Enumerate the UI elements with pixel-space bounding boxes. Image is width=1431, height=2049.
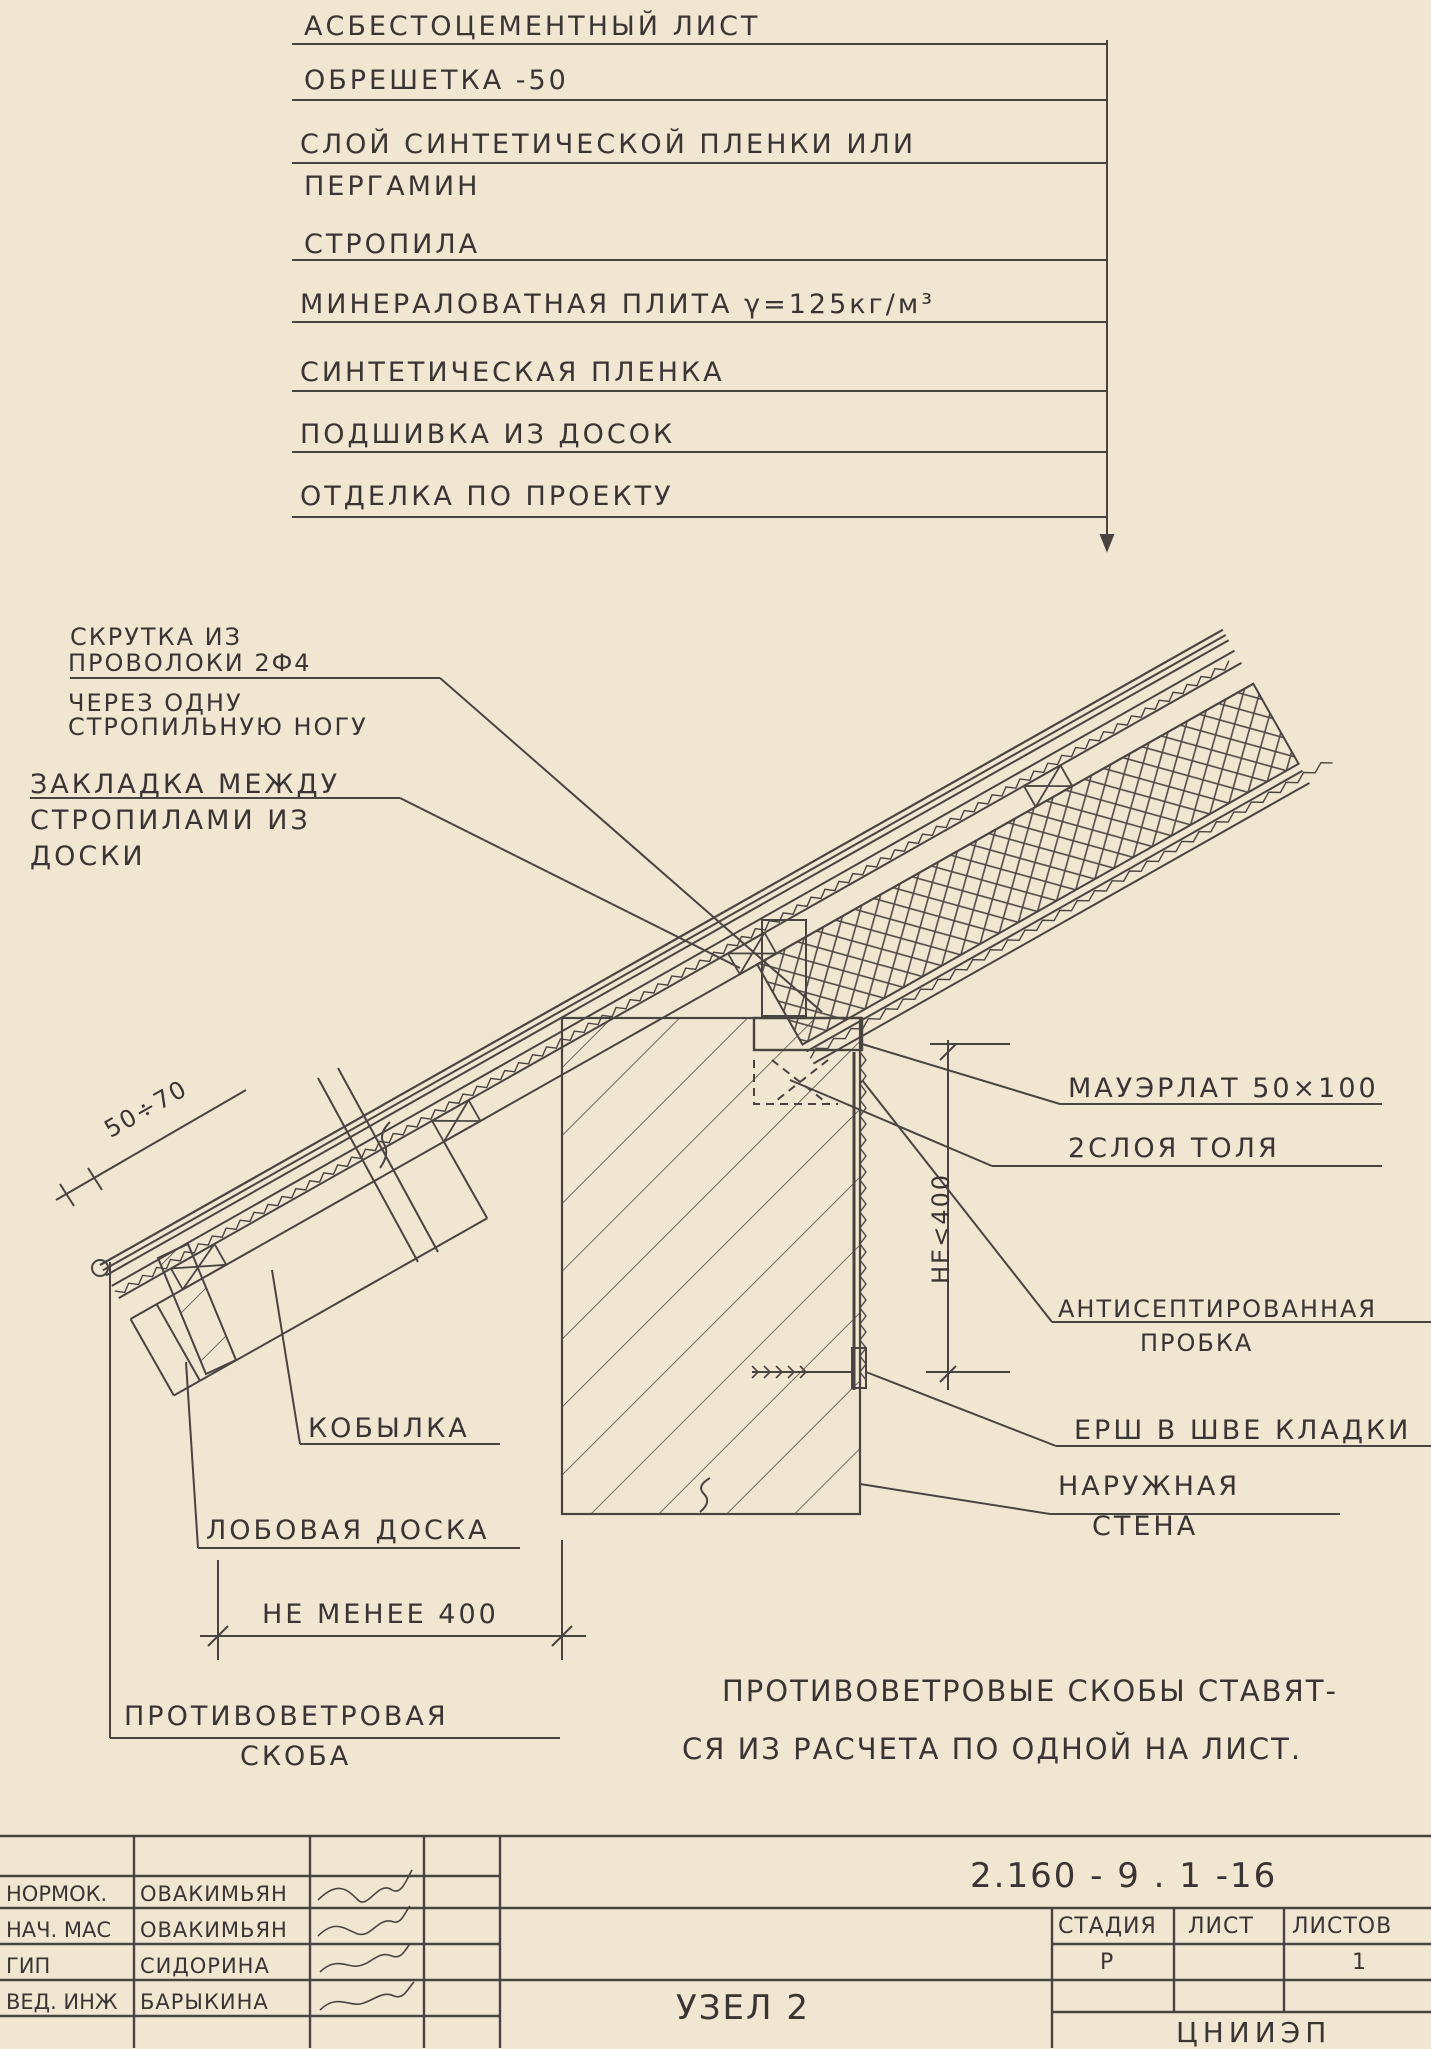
note-line: ПРОТИВОВЕТРОВЫЕ СКОБЫ СТАВЯТ- [722,1674,1338,1708]
plug-spacing-dimension-text: НЕ<400 [927,1172,955,1284]
exterior-wall-label: СТЕНА [1092,1511,1199,1542]
name-cell: ОВАКИМЬЯН [140,1882,288,1906]
signature-4 [320,1982,414,2010]
layer-label: СЛОЙ СИНТЕТИЧЕСКОЙ ПЛЕНКИ ИЛИ [300,129,917,160]
antiseptic-plug-label: АНТИСЕПТИРОВАННАЯ [1058,1295,1378,1323]
ruff-label: ЕРШ В ШВЕ КЛАДКИ [1074,1415,1412,1446]
bottom-left-leaders [110,1262,560,1738]
layer-label: СТРОПИЛА [304,229,481,260]
role-cell: НОРМОК. [6,1882,108,1906]
roofing-felt-label: 2СЛОЯ ТОЛЯ [1068,1133,1280,1164]
exterior-wall [562,1018,860,1514]
note-line: СЯ ИЗ РАСЧЕТА ПО ОДНОЙ НА ЛИСТ. [682,1732,1303,1766]
fascia-board-label: ЛОБОВАЯ ДОСКА [206,1515,490,1546]
sheets-value: 1 [1352,1950,1367,1975]
role-cell: НАЧ. МАС [6,1918,112,1942]
stage-header: СТАДИЯ [1058,1914,1157,1939]
mineral-wool-slab [757,669,1335,1064]
insert-board-label: СТРОПИЛАМИ ИЗ [30,805,311,836]
insert-board-label: ДОСКИ [30,841,146,872]
sheets-header: ЛИСТОВ [1292,1914,1393,1939]
layer-label: ПЕРГАМИН [304,171,481,202]
role-cell: ГИП [6,1954,51,1978]
drawing-title: УЗЕЛ 2 [676,1988,811,2028]
name-cell: СИДОРИНА [140,1954,270,1978]
sheet-header: ЛИСТ [1188,1914,1254,1939]
layer-label: СИНТЕТИЧЕСКАЯ ПЛЕНКА [300,357,725,388]
wind-brace-label: ПРОТИВОВЕТРОВАЯ [124,1701,449,1732]
name-cell: БАРЫКИНА [140,1990,269,2014]
overhang-dimension-text: 50÷70 [99,1074,193,1144]
wind-brace-label: СКОБА [240,1741,352,1772]
insert-board-label: ЗАКЛАДКА МЕЖДУ [30,769,341,800]
mauerlat-label: МАУЭРЛАТ 50×100 [1068,1073,1379,1104]
layer-label: ПОДШИВКА ИЗ ДОСОК [300,419,676,450]
twist-wire-label: ПРОВОЛОКИ 2Ф4 [68,649,312,677]
stage-value: Р [1100,1950,1115,1975]
layer-label: МИНЕРАЛОВАТНАЯ ПЛИТА γ=125кг/м³ [300,289,936,320]
exterior-wall-label: НАРУЖНАЯ [1058,1471,1241,1502]
signature-2 [318,1906,410,1936]
signatures [318,1870,414,2010]
organization: ЦНИИЭП [1176,2016,1332,2049]
signature-3 [320,1944,410,1972]
twist-wire-label: СТРОПИЛЬНУЮ НОГУ [68,713,368,741]
doc-number: 2.160 - 9 . 1 -16 [970,1856,1278,1896]
twist-wire-label: СКРУТКА ИЗ [70,623,242,651]
twist-wire-label: ЧЕРЕЗ ОДНУ [68,689,243,717]
layer-label: ОТДЕЛКА ПО ПРОЕКТУ [300,481,674,512]
antiseptic-plug-label: ПРОБКА [1140,1329,1254,1357]
role-cell: ВЕД. ИНЖ [6,1990,118,2014]
layer-label: ОБРЕШЕТКА -50 [304,65,569,96]
layer-label: АСБЕСТОЦЕМЕНТНЫЙ ЛИСТ [304,11,761,42]
min-400-label: НЕ МЕНЕЕ 400 [262,1599,499,1630]
kobylka-label: КОБЫЛКА [308,1413,470,1444]
name-cell: ОВАКИМЬЯН [140,1918,288,1942]
